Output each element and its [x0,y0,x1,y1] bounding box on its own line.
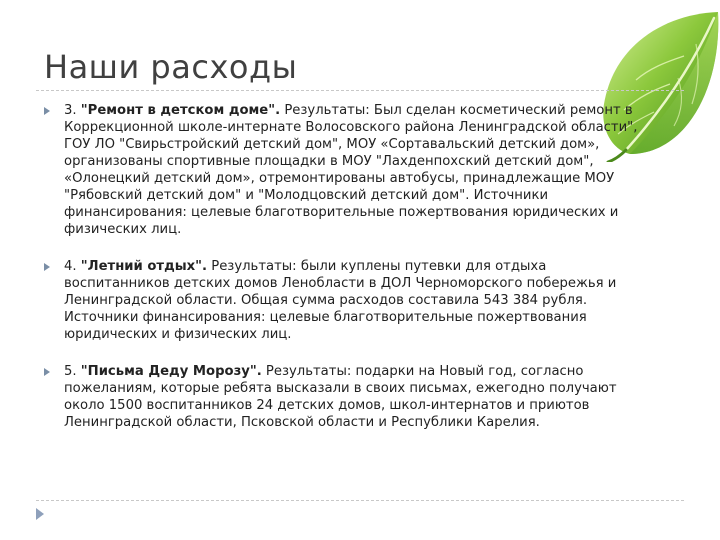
item-number: 3. [64,103,81,118]
page-title: Наши расходы [44,48,298,86]
item-heading: "Летний отдых". [80,259,208,274]
triangle-bullet-icon [44,263,50,271]
item-heading: "Ремонт в детском доме". [80,103,281,118]
next-arrow-icon[interactable] [36,508,44,520]
item-text: Результаты: подарки на Новый год, согласно пожеланиям, которые ребята высказали в своих письмах, ежегодно получают около 1500 воспитанников 24 детских домов, школ-интернатов и приютов Ленинградской области, Псковской области и Республики Карелия. [64,364,617,430]
triangle-bullet-icon [44,107,50,115]
list-item-summer [44,258,640,343]
bottom-divider [36,500,684,501]
item-heading: "Письма Деду Морозу". [80,364,262,379]
item-number: 5. [64,364,81,379]
title-divider [36,90,684,91]
triangle-bullet-icon [44,368,50,376]
item-text: Результаты: были куплены путевки для отдыха воспитанников детских домов Ленобласти в ДОЛ Черноморского побережья и Ленинградской области. Общая сумма расходов составила 543 384 рубля. Источники финансирования: целевые благотворительные пожертвования юридических и физических лиц. [64,259,617,342]
list-item-repair [44,102,640,238]
content-list [44,102,640,451]
list-item-letters [44,363,640,431]
item-number: 4. [64,259,81,274]
item-text: Результаты: Был сделан косметический ремонт в Коррекционной школе-интернате Волосовского района Ленинградской области", ГОУ ЛО "Свирьстройский детский дом", МОУ «Сортавальский детский дом», организованы спортивные площадки в МОУ "Лахденпохский детский дом", «Олонецкий детский дом», отремонтированы автобусы, принадлежащие МОУ "Рябовский детский дом" и "Молодцовский детский дом". Источники финансирования: целевые благотворительные пожертвования юридических и физических лиц. [64,103,638,237]
